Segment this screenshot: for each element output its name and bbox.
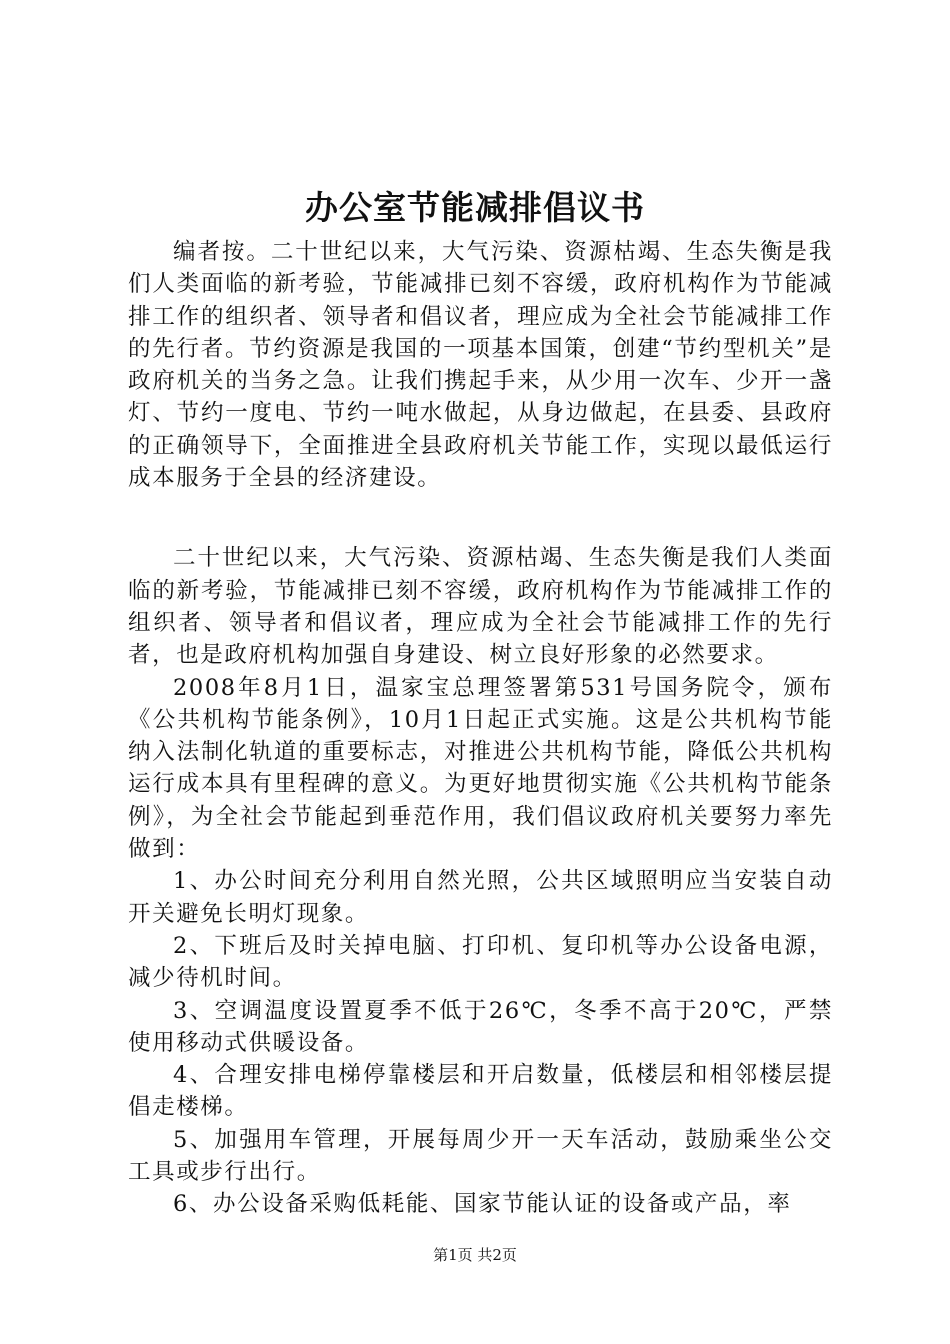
document-body: [128, 236, 833, 1221]
proposal-item-5: 5、加强用车管理，开展每周少开一天车活动，鼓励乘坐公交工具或步行出行。: [128, 1126, 833, 1186]
regulation-paragraph: 2008年8月1日，温家宝总理签署第531号国务院令，颁布《公共机构节能条例》，10月1日起正式实施。这是公共机构节能纳入法制化轨道的重要标志，对推进公共机构节能，降低公共机构运行成本具有里程碑的意义。为更好地贯彻实施《公共机构节能条例》，为全社会节能起到垂范作用，我们倡议政府机关要努力率先做到：: [128, 674, 833, 863]
editor-note-paragraph: 编者按。二十世纪以来，大气污染、资源枯竭、生态失衡是我们人类面临的新考验，节能减排已刻不容缓，政府机构作为节能减排工作的组织者、领导者和倡议者，理应成为全社会节能减排工作的先行者。节约资源是我国的一项基本国策，创建“节约型机关”是政府机关的当务之急。让我们携起手来，从少用一次车、少开一盏灯、节约一度电、节约一吨水做起，从身边做起，在县委、县政府的正确领导下，全面推进全县政府机关节能工作，实现以最低运行成本服务于全县的经济建设。: [128, 239, 833, 492]
proposal-item-1: 1、办公时间充分利用自然光照，公共区域照明应当安装自动开关避免长明灯现象。: [128, 868, 833, 927]
document-title: 办公室节能减排倡议书: [305, 188, 645, 227]
page-number-footer: 第1页 共2页: [433, 1246, 517, 1264]
proposal-item-4: 4、合理安排电梯停靠楼层和开启数量，低楼层和相邻楼层提倡走楼梯。: [128, 1062, 833, 1121]
proposal-item-6: 6、办公设备采购低耗能、国家节能认证的设备或产品，率: [173, 1191, 792, 1218]
proposal-item-2: 2、下班后及时关掉电脑、打印机、复印机等办公设备电源，减少待机时间。: [128, 932, 833, 992]
proposal-item-3: 3、空调温度设置夏季不低于26℃，冬季不高于20℃，严禁使用移动式供暖设备。: [128, 997, 833, 1056]
intro-paragraph: 二十世纪以来，大气污染、资源枯竭、生态失衡是我们人类面临的新考验，节能减排已刻不容缓，政府机构作为节能减排工作的组织者、领导者和倡议者，理应成为全社会节能减排工作的先行者，也是政府机构加强自身建设、树立良好形象的必然要求。: [128, 545, 833, 669]
paragraph-spacer: [128, 494, 833, 542]
